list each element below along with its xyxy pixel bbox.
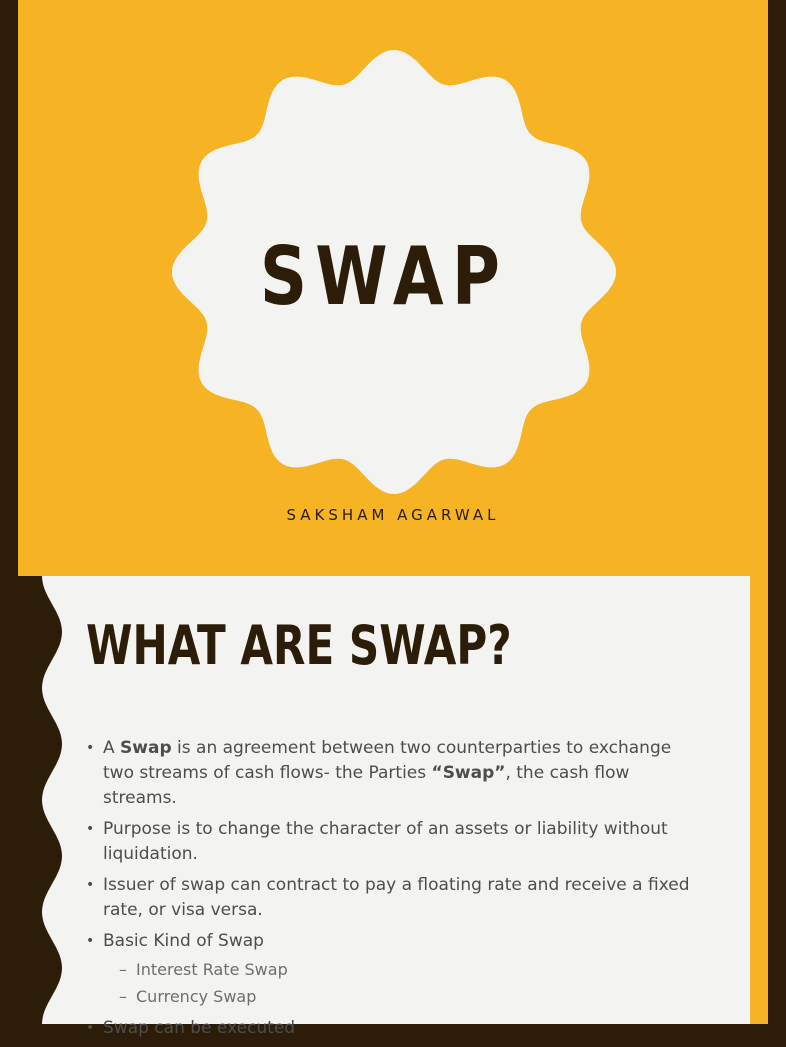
sub-bullet-list xyxy=(103,956,706,1010)
bullet-list xyxy=(86,736,706,1047)
bullet-text: A xyxy=(103,738,121,758)
bullet-text: Basic Kind of Swap xyxy=(103,931,264,951)
bullet-text: Purpose is to change the character of an assets or liability without liquidation. xyxy=(103,819,668,864)
bullet-item xyxy=(86,929,706,1010)
sub-bullet-item: – Currency Swap xyxy=(103,983,706,1010)
bullet-emphasis: Swap xyxy=(120,738,172,758)
bullet-text: , the cash flow streams. xyxy=(103,763,630,808)
slide-subtitle-author: SAKSHAM AGARWAL xyxy=(286,506,500,524)
bullet-item xyxy=(86,736,706,811)
left-accent-bar xyxy=(0,0,18,576)
bullet-emphasis: “Swap” xyxy=(431,763,506,783)
slide-heading: WHAT ARE SWAP? xyxy=(86,614,512,677)
sub-bullet-item: – Interest Rate Swap xyxy=(103,956,706,983)
slide-title: SWAP xyxy=(259,230,509,323)
right-accent-strip xyxy=(750,576,768,1024)
bullet-text: Issuer of swap can contract to pay a floating rate and receive a fixed rate, or visa versa. xyxy=(103,875,690,920)
bullet-text: is an agreement between two counterparties to exchange two streams of cash flows- the Parties xyxy=(103,738,672,783)
bullet-item xyxy=(86,1016,706,1041)
bullet-item xyxy=(86,817,706,867)
content-slide xyxy=(0,576,768,1038)
bullet-text: Swap can be executed xyxy=(103,1018,296,1038)
bullet-item xyxy=(86,873,706,923)
